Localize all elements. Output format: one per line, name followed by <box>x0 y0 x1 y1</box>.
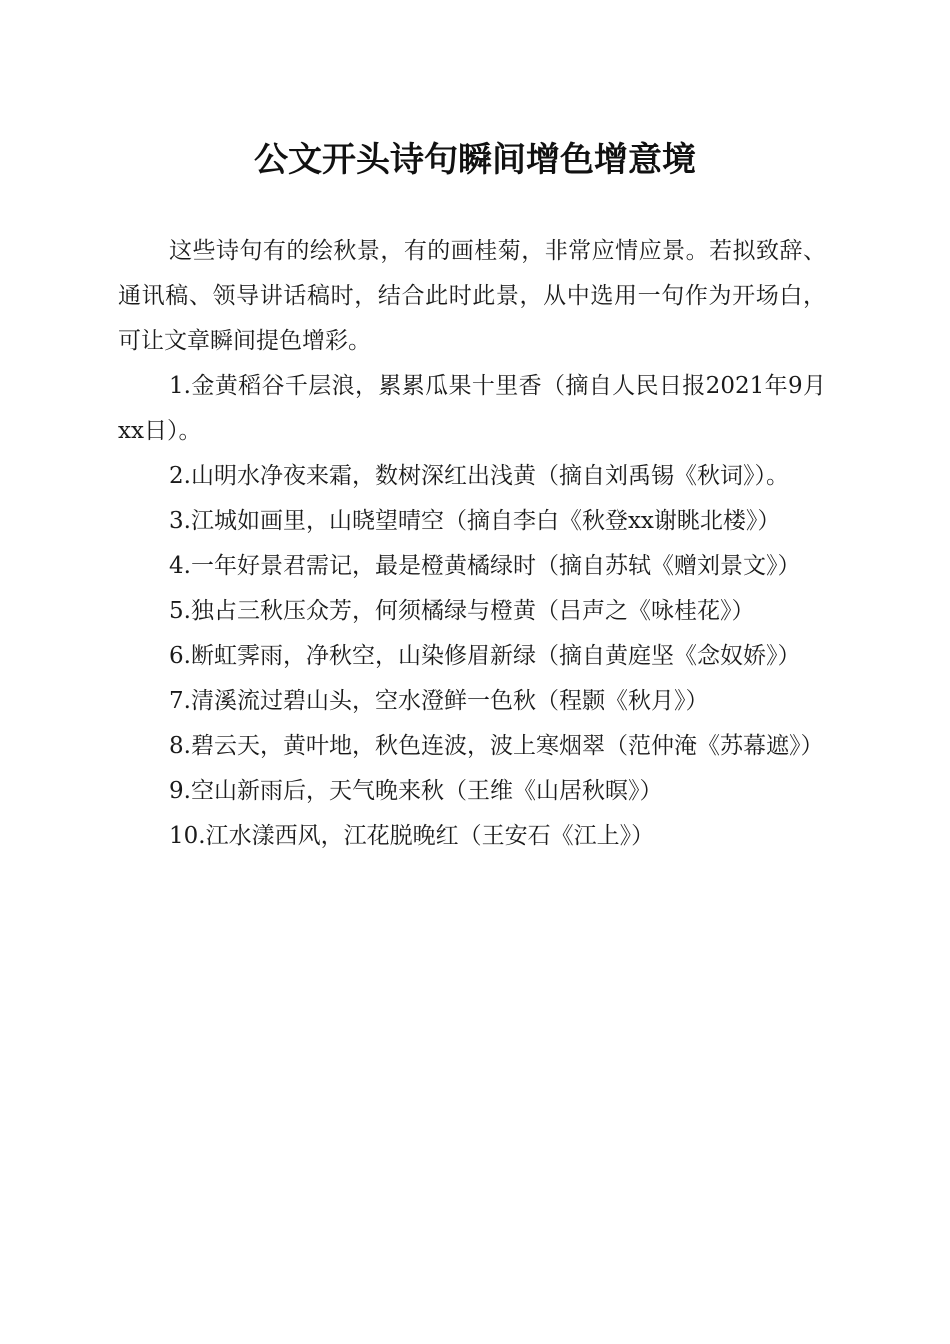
poem-item: 2.山明水净夜来霜，数树深红出浅黄（摘自刘禹锡《秋词》）。 <box>169 463 789 489</box>
intro-paragraph: 这些诗句有的绘秋景，有的画桂菊，非常应情应景。若拟致辞、通讯稿、领导讲话稿时，结合此时此景，从中选用一句作为开场白，可让文章瞬间提色增彩。 <box>118 238 826 354</box>
page-title: 公文开头诗句瞬间增色增意境 <box>254 140 696 180</box>
poem-item: 10.江水漾西风，江花脱晚红（王安石《江上》） <box>169 823 655 849</box>
poem-item: 9.空山新雨后，天气晚来秋（王维《山居秋暝》） <box>169 778 663 804</box>
poem-item: 6.断虹霁雨，净秋空，山染修眉新绿（摘自黄庭坚《念奴娇》） <box>169 643 801 669</box>
poem-item: 7.清溪流过碧山头，空水澄鲜一色秋（程颢《秋月》） <box>169 688 709 714</box>
poem-item: 1.金黄稻谷千层浪，累累瓜果十里香（摘自人民日报2021年9月xx日）。 <box>118 373 826 444</box>
document-body <box>118 229 826 859</box>
poem-item: 8.碧云天，黄叶地，秋色连波，波上寒烟翠（范仲淹《苏幕遮》） <box>169 733 824 759</box>
poem-item: 5.独占三秋压众芳，何须橘绿与橙黄（吕声之《咏桂花》） <box>169 598 755 624</box>
poem-item: 3.江城如画里，山晓望晴空（摘自李白《秋登xx谢眺北楼》） <box>169 508 781 534</box>
poem-item: 4.一年好景君需记，最是橙黄橘绿时（摘自苏轼《赠刘景文》） <box>169 553 801 579</box>
